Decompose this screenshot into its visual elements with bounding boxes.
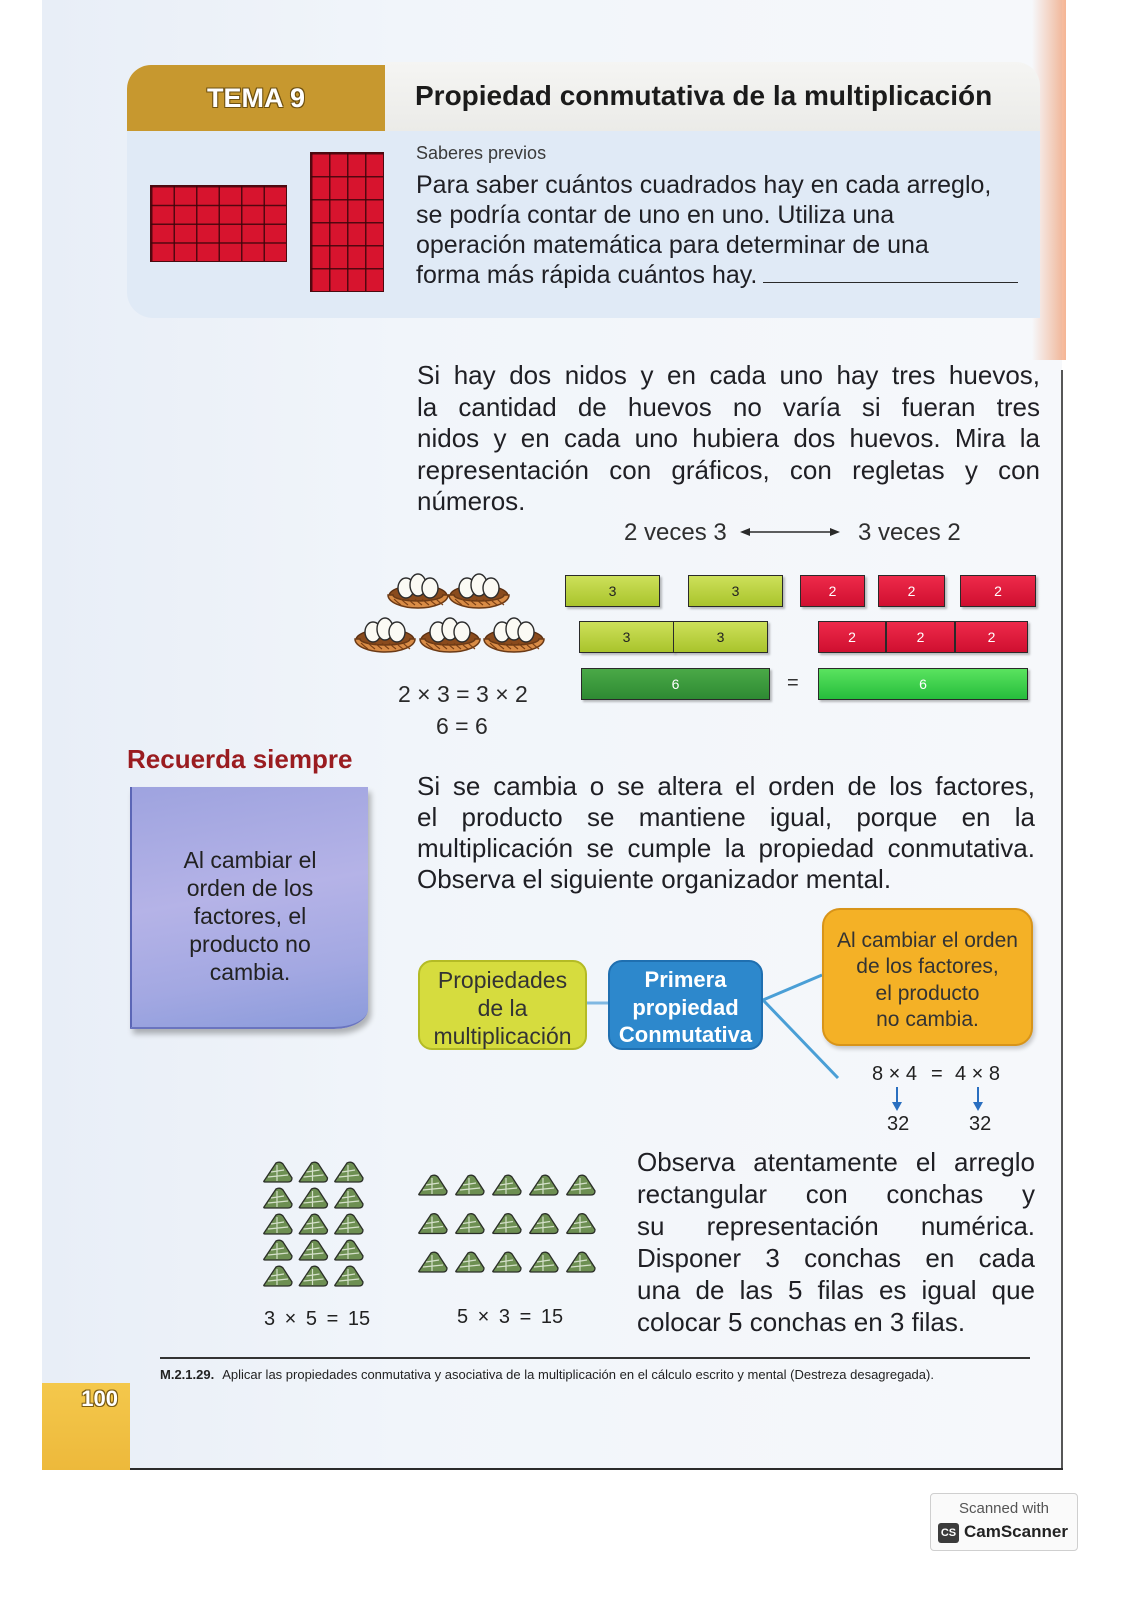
shells-left-equation: 3 × 5 = 15 xyxy=(264,1308,371,1330)
shell xyxy=(493,1214,521,1234)
nests-result: 6 = 6 xyxy=(436,713,488,739)
page-title: Propiedad conmutativa de la multiplicación xyxy=(415,80,993,111)
note-line: cambia. xyxy=(209,959,291,985)
example-left-result: 32 xyxy=(887,1113,910,1135)
conchas-line: Observa atentamente el arreglo xyxy=(637,1147,1035,1177)
shell xyxy=(299,1188,327,1208)
example-right-result: 32 xyxy=(969,1113,992,1135)
node-line: Conmutativa xyxy=(618,1022,753,1047)
egg xyxy=(454,622,470,642)
note-line: Al cambiar el xyxy=(183,847,317,873)
saberes-line: se podría contar de uno en uno. Utiliza una xyxy=(416,201,895,229)
conchas-line: su representación numérica. xyxy=(637,1211,1035,1241)
sticky-note xyxy=(130,787,368,1029)
intro-paragraph xyxy=(417,360,1040,518)
regleta-red: 2 xyxy=(878,575,945,607)
shell xyxy=(456,1175,484,1195)
tema-tab: TEMA 9 xyxy=(127,65,385,131)
intro-line: la cantidad de huevos no varía si fueran tres xyxy=(417,391,1040,422)
camscanner-logo-icon: CS xyxy=(938,1523,959,1543)
down-arrows-icon xyxy=(888,1086,988,1112)
regleta-green: 3 xyxy=(565,575,660,607)
intro-line: números. xyxy=(417,486,526,516)
regleta-red: 2 xyxy=(800,575,865,607)
shell xyxy=(335,1240,363,1260)
saberes-previos-text xyxy=(416,170,1036,290)
conmutativa-line: el producto se mantiene igual, porque en la xyxy=(417,802,1035,832)
shells-middle-equation: 5 × 3 = 15 xyxy=(457,1306,564,1328)
regleta-green-joined: 3 xyxy=(673,621,768,653)
shell xyxy=(335,1214,363,1234)
conmutativa-paragraph xyxy=(417,771,1035,895)
note-line: producto no xyxy=(189,931,311,957)
nests-equation: 2 × 3 = 3 × 2 xyxy=(398,681,528,707)
shell xyxy=(493,1252,521,1272)
page-right-edge xyxy=(1061,370,1063,1470)
egg xyxy=(518,622,534,642)
conmutativa-line: multiplicación se cumple la propiedad conmutativa. xyxy=(417,833,1035,863)
shell xyxy=(530,1214,558,1234)
intro-line: Si hay dos nidos y en cada uno hay tres huevos, xyxy=(417,360,1040,390)
shell xyxy=(299,1240,327,1260)
organizer-node-definicion xyxy=(822,908,1033,1046)
shell xyxy=(264,1188,292,1208)
saberes-line: forma más rápida cuántos hay. xyxy=(416,261,758,289)
answer-blank-line xyxy=(763,262,1018,283)
conchas-line: colocar 5 conchas en 3 filas. xyxy=(637,1307,966,1337)
shell xyxy=(567,1252,595,1272)
note-line: factores, el xyxy=(193,903,307,929)
squares-array-vertical xyxy=(310,152,384,292)
nest xyxy=(388,574,448,608)
shell xyxy=(264,1162,292,1182)
nest xyxy=(420,618,480,652)
node-line: de los factores, xyxy=(856,955,999,979)
shell xyxy=(264,1214,292,1234)
camscanner-stamp xyxy=(930,1493,1078,1551)
veces-right-label: 3 veces 2 xyxy=(858,519,961,546)
shell xyxy=(299,1214,327,1234)
shell-array-columns xyxy=(255,1157,370,1292)
nest xyxy=(355,618,415,652)
squares-array-horizontal xyxy=(150,185,287,262)
sticky-note-text xyxy=(132,846,368,986)
node-line: no cambia. xyxy=(876,1007,979,1031)
note-line: orden de los xyxy=(186,875,314,901)
example-right-product: 4 × 8 xyxy=(955,1063,1001,1085)
scanner-label: Scanned with xyxy=(958,1500,1050,1517)
shell xyxy=(335,1188,363,1208)
saberes-previos-heading: Saberes previos xyxy=(416,143,547,163)
regleta-red-joined: 2 xyxy=(955,621,1028,653)
regleta-green-joined: 3 xyxy=(579,621,674,653)
double-arrow-icon xyxy=(738,524,842,540)
organizer-node-conmutativa xyxy=(608,960,763,1050)
page-number: 100 xyxy=(81,1386,118,1411)
shell xyxy=(299,1266,327,1286)
regleta-total-left: 6 xyxy=(581,668,770,700)
conchas-line: una de las 5 filas es igual que xyxy=(637,1275,1035,1305)
regleta-green: 3 xyxy=(688,575,783,607)
node-line: el producto xyxy=(875,981,980,1005)
conchas-line: Disponer 3 conchas en cada xyxy=(637,1243,1035,1273)
shell xyxy=(299,1162,327,1182)
shell xyxy=(567,1175,595,1195)
egg xyxy=(483,578,499,598)
shell xyxy=(264,1240,292,1260)
shell xyxy=(335,1266,363,1286)
regleta-equals: = xyxy=(787,672,799,694)
shell xyxy=(419,1175,447,1195)
footer-skill xyxy=(160,1367,934,1382)
shell xyxy=(567,1214,595,1234)
shell xyxy=(530,1175,558,1195)
saberes-line: Para saber cuántos cuadrados hay en cada arreglo, xyxy=(416,171,992,199)
node-line: Al cambiar el orden xyxy=(837,929,1018,952)
egg xyxy=(389,622,405,642)
recuerda-siempre-heading: Recuerda siempre xyxy=(127,744,353,774)
shell xyxy=(335,1162,363,1182)
saberes-line-with-blank xyxy=(416,260,1036,290)
shell xyxy=(493,1175,521,1195)
shell xyxy=(456,1214,484,1234)
conchas-paragraph xyxy=(637,1146,1035,1338)
shell xyxy=(456,1252,484,1272)
node-line: de la xyxy=(477,995,528,1021)
nest xyxy=(484,618,544,652)
shell xyxy=(264,1266,292,1286)
node-line: Propiedades xyxy=(437,967,568,993)
footer-divider xyxy=(160,1357,1030,1359)
node-line: multiplicación xyxy=(433,1023,572,1049)
conmutativa-line: Si se cambia o se altera el orden de los factores, xyxy=(417,771,1035,801)
regleta-total-right: 6 xyxy=(818,668,1028,700)
intro-line: representación con gráficos, con regletas y con xyxy=(417,454,1040,485)
regleta-red-joined: 2 xyxy=(886,621,955,653)
intro-line: nidos y en cada uno hubiera dos huevos. Mira la xyxy=(417,423,1040,453)
egg xyxy=(422,578,438,598)
shell-array-rows xyxy=(415,1170,600,1280)
organizer-node-propiedades xyxy=(418,960,587,1050)
shell xyxy=(419,1214,447,1234)
shell xyxy=(419,1252,447,1272)
regleta-red: 2 xyxy=(960,575,1036,607)
veces-left-label: 2 veces 3 xyxy=(624,519,727,546)
skill-text: Aplicar las propiedades conmutativa y asociativa de la multiplicación en el cálculo escrito y mental (Destreza desagregada). xyxy=(222,1367,934,1382)
nests-illustration xyxy=(352,560,552,665)
node-line: propiedad xyxy=(632,994,739,1020)
scanner-brand: CamScanner xyxy=(964,1522,1068,1541)
skill-code: M.2.1.29. xyxy=(160,1367,215,1382)
conmutativa-line: Observa el siguiente organizador mental. xyxy=(417,864,892,894)
regleta-red-joined: 2 xyxy=(818,621,886,653)
conchas-line: rectangular con conchas y xyxy=(637,1179,1035,1209)
shell xyxy=(530,1252,558,1272)
example-equals: = xyxy=(931,1063,943,1085)
page-bottom-edge xyxy=(130,1468,1063,1470)
nest xyxy=(449,574,509,608)
page-number-tab xyxy=(42,1383,130,1470)
saberes-line: operación matemática para determinar de una xyxy=(416,231,929,259)
example-left-product: 8 × 4 xyxy=(872,1063,918,1085)
node-line: Primera xyxy=(644,967,727,992)
